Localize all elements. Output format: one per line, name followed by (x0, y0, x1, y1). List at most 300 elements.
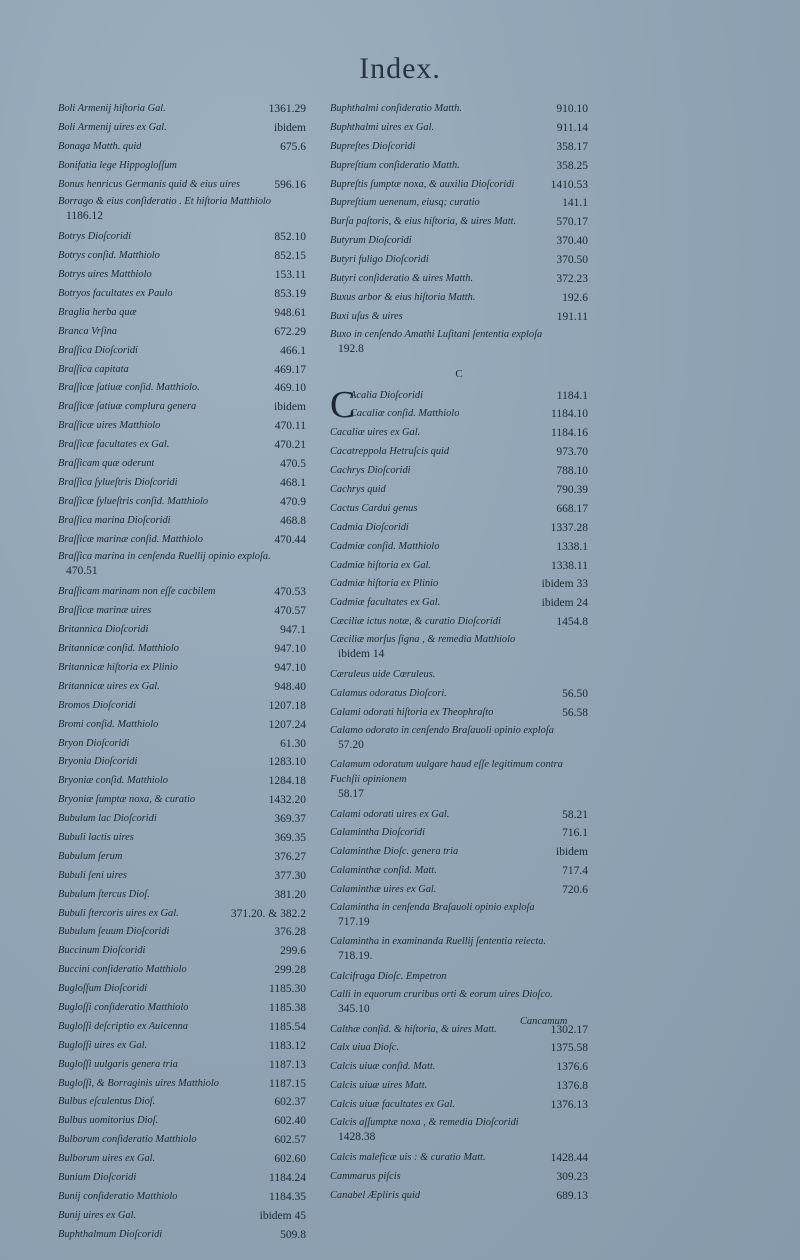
entry-page-ref: 358.17 (556, 140, 588, 153)
entry-term: Bubuli ſtercoris uires ex Gal. (58, 907, 179, 919)
entry-page-ref: 1183.12 (269, 1039, 306, 1052)
index-entry (58, 1018, 306, 1037)
entry-page-ref: 1302.17 (550, 1023, 588, 1036)
index-entry (58, 999, 306, 1018)
index-entry (330, 685, 588, 704)
page-title: Index. (359, 52, 441, 85)
entry-page-ref: 717.4 (562, 865, 588, 878)
entry-term: Botrys uires Matthiolo (58, 269, 152, 281)
index-entry (330, 138, 588, 157)
entry-page-ref: 1432.20 (268, 794, 306, 807)
index-entry (58, 138, 306, 157)
entry-page-ref: 947.1 (280, 624, 306, 637)
index-entry (58, 867, 306, 886)
entry-term: Calaminthæ uires ex Gal. (330, 884, 437, 896)
entry-page-ref: 470.11 (274, 420, 306, 433)
entry-term: Cadmiæ hiſtoria ex Gal. (330, 559, 432, 571)
entry-page-ref: 1410.53 (550, 178, 588, 191)
entry-term: Britannicæ uires ex Gal. (58, 680, 160, 692)
entry-term: Bugloſſi uires ex Gal. (58, 1039, 148, 1051)
entry-term: Cactus Cardui genus (330, 502, 418, 514)
entry-page-ref: 716.1 (562, 827, 588, 840)
entry-page-ref: 191.11 (556, 310, 588, 323)
index-entry (58, 716, 306, 735)
entry-page-ref: 372.23 (556, 273, 588, 286)
index-entry (58, 417, 306, 436)
entry-page-ref: 1184.10 (551, 408, 588, 421)
entry-page-ref: 1186.12 (66, 210, 103, 223)
entry-page-ref: 1376.6 (556, 1061, 588, 1074)
entry-page-ref: 466.1 (280, 344, 306, 357)
index-entry (330, 462, 588, 481)
entry-page-ref: 790.39 (556, 484, 588, 497)
entry-page-ref: 192.8 (338, 342, 364, 355)
entry-page-ref: 947.10 (274, 661, 306, 674)
entry-term: Bonifatia lege Hippogloſſum (58, 159, 177, 171)
entry-term: Bubulum ſerum (58, 850, 123, 862)
index-entry (58, 621, 306, 640)
index-entry (330, 481, 588, 500)
entry-page-ref: 192.6 (562, 291, 588, 304)
entry-term: Calami odorati uires ex Gal. (330, 808, 450, 820)
entry-page-ref: 947.10 (274, 643, 306, 656)
index-entry (58, 266, 306, 285)
entry-term: Braglia herba quæ (58, 306, 137, 318)
entry-page-ref: 1337.28 (550, 521, 588, 534)
entry-page-ref: 1184.35 (269, 1190, 306, 1203)
index-entry (330, 934, 588, 968)
catchword: Cancamum (520, 1016, 568, 1027)
entry-term: Calamus odoratus Dioſcori. (330, 687, 447, 699)
entry-term: Bugloſſum Dioſcoridi (58, 983, 148, 995)
index-entry (330, 405, 588, 424)
index-entry (58, 304, 306, 323)
section-c-heading: C (455, 367, 463, 380)
entry-term: Bulborum conſideratio Matthiolo (58, 1134, 197, 1146)
entry-term: Cachrys Dioſcoridi (330, 465, 411, 477)
index-entry (58, 923, 306, 942)
index-entry (330, 806, 588, 825)
entry-term: Boli Armenij uires ex Gal. (58, 121, 167, 133)
index-entry (330, 881, 588, 900)
entry-page-ref: 910.10 (556, 103, 588, 115)
entry-page-ref: 1428.44 (550, 1151, 588, 1164)
index-entry (330, 213, 588, 232)
entry-term: Calx uiua Dioſc. (330, 1042, 399, 1054)
entry-page-ref: ibidem (274, 401, 306, 414)
entry-term: Bonus henricus Germanis quid & eius uires (58, 178, 241, 190)
index-entry (58, 342, 306, 361)
entry-term: Cammarus piſcis (330, 1170, 401, 1182)
index-entry (330, 232, 588, 251)
index-entry (330, 308, 588, 327)
index-entry (58, 697, 306, 716)
entry-page-ref: 1185.54 (269, 1020, 306, 1033)
entry-page-ref: 469.17 (274, 363, 306, 376)
index-entry (330, 387, 588, 406)
entry-term: Branca Vrſina (58, 325, 117, 337)
entry-term: Bubulum ſeuum Dioſcoridi (58, 926, 170, 938)
entry-term: Bunij conſideratio Matthiolo (58, 1190, 178, 1202)
entry-page-ref: ibidem 45 (259, 1209, 306, 1222)
entry-term: Bryon Dioſcoridi (58, 737, 130, 749)
index-entry (58, 1207, 306, 1226)
index-entry (58, 493, 306, 512)
index-entry (58, 194, 306, 228)
entry-page-ref: ibidem 24 (541, 597, 588, 610)
entry-page-ref: 1185.30 (269, 983, 306, 996)
index-entry (330, 176, 588, 195)
entry-page-ref: 1376.8 (556, 1080, 588, 1093)
index-entry (330, 251, 588, 270)
entry-page-ref: 602.57 (274, 1134, 306, 1147)
index-entry (58, 436, 306, 455)
entry-page-ref: 509.8 (280, 1228, 306, 1241)
entry-term: Bubuli lactis uires (58, 831, 134, 843)
entry-term: Bugloſſi uulgaris genera tria (58, 1058, 178, 1070)
index-entry (330, 862, 588, 881)
entry-page-ref: 717.19 (338, 915, 370, 928)
entry-term: Cacatreppola Hetruſcis quid (330, 446, 450, 458)
index-entry (58, 791, 306, 810)
index-entry (330, 270, 588, 289)
entry-term: Cadmia Dioſcoridi (330, 521, 409, 533)
index-entry (330, 289, 588, 308)
index-entry (330, 632, 588, 666)
index-entry (58, 848, 306, 867)
entry-page-ref: 470.5 (280, 458, 306, 471)
entry-page-ref: 369.37 (274, 813, 306, 826)
index-entry (58, 379, 306, 398)
entry-page-ref: 689.13 (556, 1189, 588, 1202)
entry-page-ref: 948.61 (274, 306, 306, 319)
index-entry (330, 723, 588, 757)
entry-term: Calamintha in cenſenda Braſauoli opinio exploſa (330, 901, 535, 913)
right-column (330, 100, 588, 1206)
entry-term: Calcis uiuæ conſid. Matt. (330, 1061, 436, 1073)
entry-page-ref: 1376.13 (550, 1099, 588, 1112)
entry-page-ref: 58.17 (338, 787, 364, 800)
entry-term: Calaminthæ conſid. Matt. (330, 865, 437, 877)
index-entry (330, 594, 588, 613)
entry-term: Cæciliæ ictus notæ, & curatio Dioſcoridi (330, 616, 501, 628)
entry-term: Calcis maleficæ uis : & curatio Matt. (330, 1151, 486, 1163)
index-entry (58, 583, 306, 602)
index-entry (330, 327, 588, 361)
index-entry (330, 1149, 588, 1168)
entry-term: Bubulum lac Dioſcoridi (58, 813, 157, 825)
index-entry (330, 1187, 588, 1206)
index-entry (58, 285, 306, 304)
entry-term: Buccinum Dioſcoridi (58, 945, 146, 957)
entry-term: Braſſica ſylueſtris Dioſcoridi (58, 476, 178, 488)
entry-term: Botrys Dioſcoridi (58, 231, 132, 243)
entry-page-ref: 1284.18 (268, 775, 306, 788)
entry-page-ref: 470.53 (274, 586, 306, 599)
entry-term: Braſſicæ marinæ conſid. Matthiolo (58, 533, 203, 545)
entry-page-ref: 299.28 (274, 964, 306, 977)
entry-page-ref: 668.17 (556, 502, 588, 515)
entry-page-ref: 720.6 (562, 884, 588, 897)
index-entry (58, 176, 306, 195)
index-entry (58, 1169, 306, 1188)
entry-term: Calaminthæ Dioſc. genera tria (330, 846, 459, 858)
entry-page-ref: 370.40 (556, 235, 588, 248)
entry-term: Bugloſſi, & Borraginis uires Matthiolo (58, 1077, 219, 1089)
entry-page-ref: 153.11 (274, 269, 306, 282)
entry-term: Braſſicæ facultates ex Gal. (58, 439, 170, 451)
entry-page-ref: 853.19 (274, 288, 306, 301)
index-entry (330, 443, 588, 462)
entry-term: Bulbus uomitorius Dioſ. (58, 1115, 159, 1127)
index-entry (58, 1226, 306, 1245)
index-entry (58, 157, 306, 176)
index-entry (330, 704, 588, 723)
entry-term: Braſſicæ ſylueſtris conſid. Matthiolo (58, 495, 209, 507)
index-entry (58, 753, 306, 772)
entry-term: Braſſica capitata (58, 363, 129, 375)
entry-page-ref: 371.20. & 382.2 (230, 907, 306, 920)
entry-term: Canabel Æpliris quid (330, 1189, 421, 1201)
entry-page-ref: 973.70 (556, 446, 588, 459)
index-entry (58, 810, 306, 829)
entry-page-ref: 1184.16 (551, 427, 588, 440)
entry-page-ref: 1187.15 (269, 1077, 306, 1090)
entry-term: Butyri conſideratio & uires Matth. (330, 273, 474, 285)
entry-page-ref: ibidem 14 (338, 648, 385, 661)
entry-page-ref: 602.40 (274, 1115, 306, 1128)
index-entry (330, 557, 588, 576)
index-entry (58, 474, 306, 493)
entry-term: Cadmiæ conſid. Matthiolo (330, 540, 440, 552)
index-entry (58, 247, 306, 266)
index-entry (58, 361, 306, 380)
entry-page-ref: ibidem (556, 846, 588, 859)
entry-page-ref: 381.20 (274, 888, 306, 901)
index-entry (330, 968, 588, 987)
entry-term: Calcis uiuæ uires Matt. (330, 1080, 428, 1092)
index-entry (58, 886, 306, 905)
entry-page-ref: 675.6 (280, 140, 306, 153)
entry-page-ref: 56.50 (562, 687, 588, 700)
entry-page-ref: ibidem (274, 121, 306, 134)
index-entry (330, 538, 588, 557)
left-column (58, 100, 306, 1245)
entry-term: Buccini conſideratio Matthiolo (58, 964, 187, 976)
entry-term: Butyrum Dioſcoridi (330, 235, 412, 247)
entry-term: Calamintha in examinanda Ruellij ſententia reiecta. (330, 935, 547, 947)
section-c-entries (330, 383, 588, 1206)
section-c (330, 383, 588, 1206)
entry-page-ref: 299.6 (280, 945, 306, 958)
entry-page-ref: 852.15 (274, 250, 306, 263)
entry-term: Bromi conſid. Matthiolo (58, 718, 159, 730)
entry-term: Botrys conſid. Matthiolo (58, 250, 160, 262)
entry-term: Buphthalmum Dioſcoridi (58, 1228, 163, 1240)
entry-term: Borrago & eius conſideratio . Et hiſtoria Matthiolo (58, 196, 272, 208)
entry-page-ref: 468.1 (280, 476, 306, 489)
entry-term: Cacaliæ uires ex Gal. (330, 427, 421, 439)
index-entry (330, 424, 588, 443)
index-entry (58, 228, 306, 247)
index-entry (330, 157, 588, 176)
entry-page-ref: 852.10 (274, 231, 306, 244)
index-entry (330, 1115, 588, 1149)
index-entry (58, 119, 306, 138)
entry-page-ref: 56.58 (562, 706, 588, 719)
index-entry (58, 1188, 306, 1207)
index-entry (330, 843, 588, 862)
index-entry (330, 613, 588, 632)
index-entry (58, 323, 306, 342)
entry-term: Bugloſſi conſideratio Matthiolo (58, 1001, 189, 1013)
entry-page-ref: 369.35 (274, 831, 306, 844)
entry-page-ref: 1185.38 (269, 1001, 306, 1014)
index-entry (330, 757, 588, 806)
entry-term: Boli Armenij hiſtoria Gal. (58, 103, 166, 114)
index-entry (330, 575, 588, 594)
entry-term: Calcifraga Dioſc. Empetron (330, 970, 447, 982)
entry-term: Calamintha Dioſcoridi (330, 827, 425, 839)
entry-term: Calli in equorum cruribus orti & eorum uires Dioſco. (330, 988, 553, 1000)
entry-term: Cæciliæ morſus ſigna , & remedia Matthiolo (330, 634, 516, 646)
index-entry (58, 549, 306, 583)
index-entry (58, 735, 306, 754)
entry-term: Bugloſſi deſcriptio ex Auicenna (58, 1020, 188, 1032)
index-entry (330, 500, 588, 519)
entry-page-ref: 141.1 (562, 197, 588, 210)
entry-term: Butyri fuligo Dioſcoridi (330, 254, 429, 266)
entry-term: Calcis uiuæ facultates ex Gal. (330, 1099, 455, 1111)
index-entry (330, 519, 588, 538)
entry-term: Braſſica Dioſcoridi (58, 344, 138, 356)
entry-term: Cacaliæ conſid. Matthiolo (350, 408, 460, 420)
entry-page-ref: 470.57 (274, 605, 306, 618)
entry-term: Cachrys quid (330, 484, 386, 496)
entry-page-ref: 596.16 (274, 178, 306, 191)
entry-term: Bubulum ſtercus Dioſ. (58, 888, 150, 900)
entry-term: Burſa paſtoris, & eius hiſtoria, & uires Matt. (330, 216, 517, 228)
entry-page-ref: 469.10 (274, 382, 306, 395)
entry-term: Bryoniæ conſid. Matthiolo (58, 775, 168, 787)
index-entry (330, 666, 588, 685)
entry-term: Braſſicæ marinæ uires (58, 605, 152, 617)
entry-term: Bulbus eſculentus Dioſ. (58, 1096, 156, 1108)
entry-page-ref: 1338.11 (551, 559, 588, 572)
entry-page-ref: 370.50 (556, 254, 588, 267)
entry-term: Bupreſtis ſumptæ noxa, & auxilia Dioſcoridi (330, 178, 515, 190)
entry-term: Buxus arbor & eius hiſtoria Matth. (330, 291, 476, 303)
entry-page-ref: 470.44 (274, 533, 306, 546)
entry-term: Braſſica marina Dioſcoridi (58, 514, 171, 526)
entry-term: Calami odorati hiſtoria ex Theophraſto (330, 706, 494, 718)
entry-page-ref: ibidem 33 (541, 578, 588, 591)
index-entry (58, 1037, 306, 1056)
entry-page-ref: 1184.1 (556, 389, 588, 402)
entry-page-ref (582, 666, 588, 685)
entry-page-ref: 1338.1 (556, 540, 588, 553)
index-entry (330, 1039, 588, 1058)
entry-term: Calamum odoratum uulgare haud eſſe legitimum contra Fuchſii opinionem (330, 758, 563, 785)
index-entry (58, 942, 306, 961)
index-entry (58, 455, 306, 474)
index-entry (58, 829, 306, 848)
index-entry (58, 961, 306, 980)
entry-page-ref (300, 157, 306, 176)
index-entry (58, 1112, 306, 1131)
entry-term: Calcis aſſumptæ noxa , & remedia Dioſcoridi (330, 1116, 519, 1128)
entry-term: Braſſicæ uires Matthiolo (58, 420, 161, 432)
index-entry (330, 119, 588, 138)
entry-page-ref: 61.30 (280, 737, 306, 750)
entry-term: Bryonia Dioſcoridi (58, 756, 138, 768)
entry-term: Bulborum uires ex Gal. (58, 1153, 156, 1165)
entry-page-ref: 602.37 (274, 1096, 306, 1109)
entry-term: Bunij uires ex Gal. (58, 1209, 137, 1221)
drop-cap-letter: C (330, 383, 356, 426)
entry-page-ref: 1207.18 (268, 699, 306, 712)
index-entry (58, 1150, 306, 1169)
entry-page-ref: 1361.29 (268, 103, 306, 115)
entry-term: Bromos Dioſcoridi (58, 699, 136, 711)
entry-page-ref: 358.25 (556, 159, 588, 172)
index-entry (330, 1077, 588, 1096)
entry-page-ref: 948.40 (274, 680, 306, 693)
index-entry (58, 602, 306, 621)
entry-page-ref: 1187.13 (269, 1058, 306, 1071)
index-entry (58, 1131, 306, 1150)
index-entry (58, 1056, 306, 1075)
entry-page-ref: 1428.38 (338, 1130, 376, 1143)
index-entry (330, 1058, 588, 1077)
entry-term: Bubuli ſeni uires (58, 869, 127, 881)
index-entry (58, 100, 306, 119)
index-entry (58, 531, 306, 550)
entry-term: Botryos facultates ex Paulo (58, 288, 173, 300)
index-entry (58, 512, 306, 531)
entry-term: Braſſicæ ſatiuæ conſid. Matthiolo. (58, 382, 200, 394)
entry-term: Calthæ conſid. & hiſtoria, & uires Matt. (330, 1023, 497, 1035)
entry-page-ref: 470.9 (280, 495, 306, 508)
entry-page-ref: 470.51 (66, 565, 98, 578)
index-entry (58, 1075, 306, 1094)
entry-page-ref: 376.28 (274, 926, 306, 939)
index-entry (330, 1168, 588, 1187)
entry-term: Braſſicæ ſatiuæ complura genera (58, 401, 197, 413)
entry-term: Cadmiæ hiſtoria ex Plinio (330, 578, 439, 590)
entry-term: Buxo in cenſendo Amathi Luſitani ſententia exploſa (330, 328, 543, 340)
entry-page-ref: 570.17 (556, 216, 588, 229)
index-entry (58, 678, 306, 697)
index-entry (58, 980, 306, 999)
entry-term: Bupreſtium uenenum, eiusq; curatio (330, 197, 480, 209)
entry-page-ref: 58.21 (562, 808, 588, 821)
entry-page-ref: 1375.58 (550, 1042, 588, 1055)
index-entry (58, 640, 306, 659)
entry-page-ref (582, 968, 588, 987)
entry-page-ref: 1207.24 (268, 718, 306, 731)
index-entry (58, 905, 306, 924)
entry-page-ref: 1184.24 (269, 1171, 306, 1184)
entry-page-ref: 911.14 (556, 121, 588, 134)
entry-term: Buphthalmi uires ex Gal. (330, 121, 435, 133)
entry-term: Bonaga Matth. quid (58, 140, 142, 152)
entry-page-ref: 672.29 (274, 325, 306, 338)
entry-term: Cæruleus uide Cœruleus. (330, 669, 436, 681)
entry-term: Bupreſtes Dioſcoridi (330, 140, 416, 152)
index-entry (330, 824, 588, 843)
entry-term: Buphthalmi conſideratio Matth. (330, 103, 462, 114)
